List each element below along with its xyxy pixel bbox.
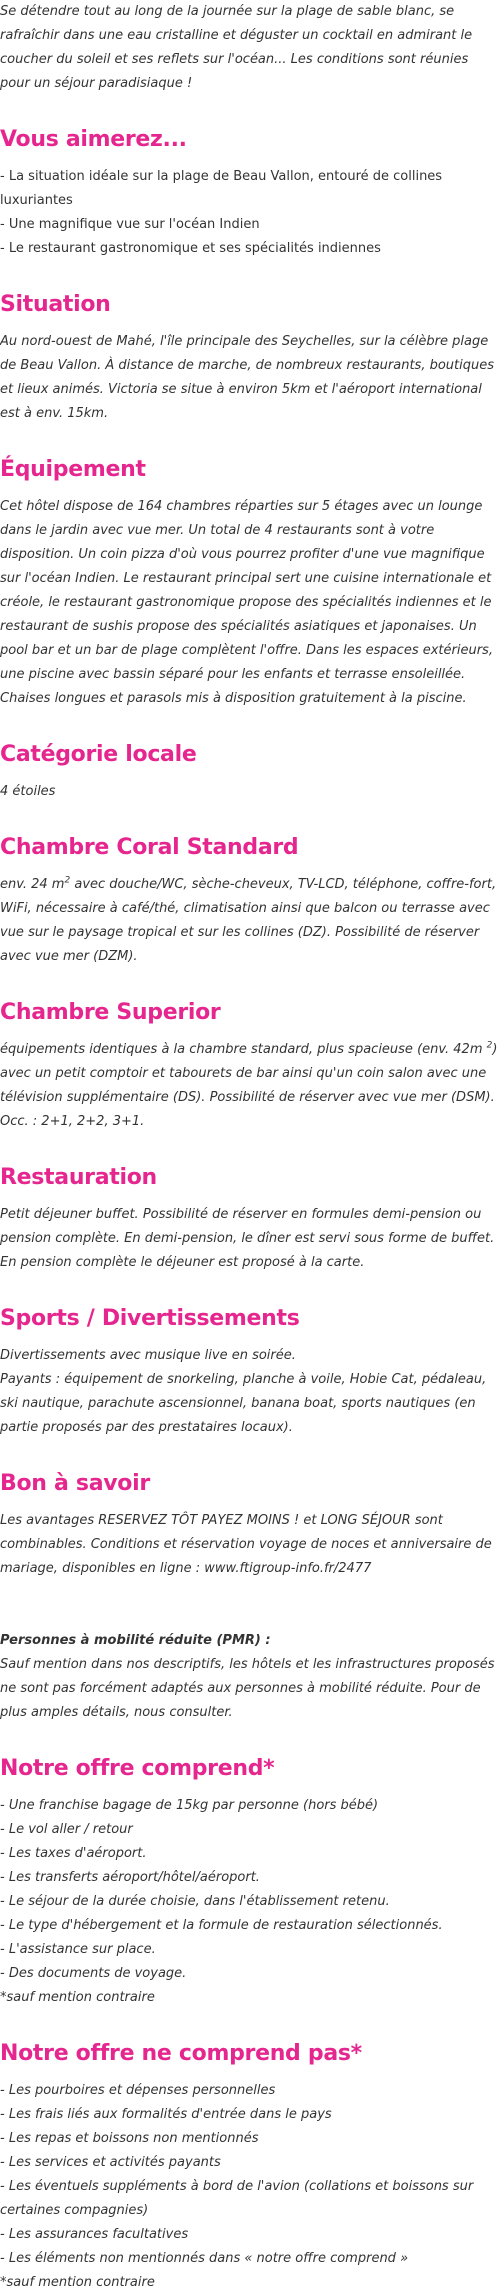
- situation-text: Au nord-ouest de Mahé, l'île principale des Seychelles, sur la célèbre plage de Beau Vallon. À distance de marche, de nombreux restaurants, boutiques et lieux animés. Victoria se situe à environ 5km et l'aéroport international est à env. 15km.: [0, 334, 495, 421]
- section-title: Notre offre ne comprend pas*: [0, 2041, 362, 2066]
- section-situation: [0, 290, 500, 426]
- sports-text: [0, 1344, 500, 1440]
- list-item: - Le séjour de la durée choisie, dans l'établissement retenu.: [0, 1894, 390, 1909]
- equipement-text: Cet hôtel dispose de 164 chambres réparties sur 5 étages avec un lounge dans le jardin avec vue mer. Un total de 4 restaurants sont à votre disposition. Un coin pizza d'où vous pourrez profiter d'une vue magnifique sur l'océan Indien. Le restaurant principal sert une cuisine internationale et créole, le restaurant gastronomique propose des spécialités indiennes et le restaurant de sushis propose des spécialités asiatiques et japonaises. Un pool bar et un bar de plage complètent l'offre. Dans les espaces extérieurs, une piscine avec bassin séparé pour les enfants et terrasse ensoleillée. Chaises longues et parasols mis à disposition gratuitement à la piscine.: [0, 499, 493, 706]
- bon-a-savoir-paragraph: Les avantages RESERVEZ TÔT PAYEZ MOINS ! et LONG SÉJOUR sont combinables. Conditions et réservation voyage de noces et anniversaire de mariage, disponibles en ligne : www.ftigroup-info.fr/2477: [0, 1513, 492, 1576]
- list-item: - Une franchise bagage de 15kg par personne (hors bébé): [0, 1798, 379, 1813]
- coral-sup: 2: [64, 875, 71, 886]
- superior-sup: 2: [486, 1040, 493, 1051]
- list-item: - Le vol aller / retour: [0, 1822, 133, 1837]
- sports-line: Divertissements avec musique live en soirée.: [0, 1348, 296, 1363]
- list-item: - Les pourboires et dépenses personnelles: [0, 2083, 276, 2098]
- section-offre-comprend: [0, 1754, 500, 2010]
- section-offre-ne-comprend-pas: [0, 2039, 500, 2295]
- superior-text-end: ) avec un petit comptoir et tabourets de bar ainsi qu'un coin salon avec une télévision supplémentaire (DS). Possibilité de réserver avec vue mer (DSM). Occ. : 2+1, 2+2, 3+1.: [0, 1042, 498, 1129]
- section-bon-a-savoir: [0, 1469, 500, 1725]
- superior-text: [0, 1038, 500, 1134]
- coral-text-end: avec douche/WC, sèche-cheveux, TV-LCD, téléphone, coffre-fort, WiFi, nécessaire à café/thé, climatisation ainsi que balcon ou terrasse avec vue sur le paysage tropical et sur les collines (DZ). Possibilité de réserver avec vue mer (DZM).: [0, 877, 497, 964]
- offre-list: [0, 1794, 500, 2010]
- list-item: *sauf mention contraire: [0, 2275, 155, 2290]
- list-item: - La situation idéale sur la plage de Beau Vallon, entouré de collines luxuriantes: [0, 169, 443, 208]
- section-vous-aimerez: [0, 125, 500, 261]
- list-item: *sauf mention contraire: [0, 1990, 155, 2005]
- list-item: - Le restaurant gastronomique et ses spécialités indiennes: [0, 241, 381, 256]
- section-chambre-superior: [0, 998, 500, 1134]
- list-item: - Les frais liés aux formalités d'entrée dans le pays: [0, 2107, 332, 2122]
- categorie-text: 4 étoiles: [0, 784, 56, 799]
- section-categorie: [0, 740, 500, 804]
- section-title: Bon à savoir: [0, 1471, 150, 1496]
- section-title: Sports / Divertissements: [0, 1306, 300, 1331]
- sports-line: Payants : équipement de snorkeling, planche à voile, Hobie Cat, pédaleau, ski nautique, parachute ascensionnel, banana boat, sports nautiques (en partie proposés par des prestataires locaux).: [0, 1372, 487, 1435]
- list-item: - Les repas et boissons non mentionnés: [0, 2131, 259, 2146]
- highlights-list: [0, 165, 500, 261]
- spacer: [0, 1605, 500, 1629]
- section-restauration: [0, 1163, 500, 1275]
- list-item: - Les taxes d'aéroport.: [0, 1846, 147, 1861]
- spacer: [0, 1581, 500, 1605]
- coral-text-start: env. 24 m: [0, 877, 65, 892]
- section-sports: [0, 1304, 500, 1440]
- section-title: Chambre Coral Standard: [0, 835, 299, 860]
- section-title: Catégorie locale: [0, 742, 197, 767]
- section-title: Restauration: [0, 1165, 157, 1190]
- list-item: - Le type d'hébergement et la formule de restauration sélectionnés.: [0, 1918, 443, 1933]
- list-item: - Les services et activités payants: [0, 2155, 221, 2170]
- section-title: Situation: [0, 292, 111, 317]
- list-item: - Les assurances facultatives: [0, 2227, 189, 2242]
- list-item: - Les éléments non mentionnés dans « notre offre comprend »: [0, 2251, 409, 2266]
- intro-text: Se détendre tout au long de la journée sur la plage de sable blanc, se rafraîchir dans une eau cristalline et déguster un cocktail en admirant le coucher du soleil et ses reflets sur l'océan... Les conditions sont réunies pour un séjour paradisiaque !: [0, 4, 473, 91]
- section-chambre-coral: [0, 833, 500, 969]
- list-item: - L'assistance sur place.: [0, 1942, 156, 1957]
- restauration-text: Petit déjeuner buffet. Possibilité de réserver en formules demi-pension ou pension complète. En demi-pension, le dîner est servi sous forme de buffet. En pension complète le déjeuner est proposé à la carte.: [0, 1207, 495, 1270]
- non-compris-list: [0, 2079, 500, 2295]
- section-equipement: [0, 455, 500, 711]
- section-title: Chambre Superior: [0, 1000, 221, 1025]
- list-item: - Les éventuels suppléments à bord de l'avion (collations et boissons sur certaines compagnies): [0, 2179, 474, 2218]
- coral-text: [0, 873, 500, 969]
- superior-text-start: équipements identiques à la chambre standard, plus spacieuse (env. 42m: [0, 1042, 487, 1057]
- list-item: - Des documents de voyage.: [0, 1966, 187, 1981]
- bon-a-savoir-text: [0, 1509, 500, 1725]
- section-title: Équipement: [0, 457, 146, 482]
- list-item: - Une magnifique vue sur l'océan Indien: [0, 217, 260, 232]
- list-item: - Les transferts aéroport/hôtel/aéroport.: [0, 1870, 260, 1885]
- section-title: Vous aimerez...: [0, 127, 187, 152]
- pmr-title: Personnes à mobilité réduite (PMR) :: [0, 1633, 271, 1648]
- pmr-text: Sauf mention dans nos descriptifs, les hôtels et les infrastructures proposés ne sont pas forcément adaptés aux personnes à mobilité réduite. Pour de plus amples détails, nous consulter.: [0, 1657, 495, 1720]
- section-title: Notre offre comprend*: [0, 1756, 275, 1781]
